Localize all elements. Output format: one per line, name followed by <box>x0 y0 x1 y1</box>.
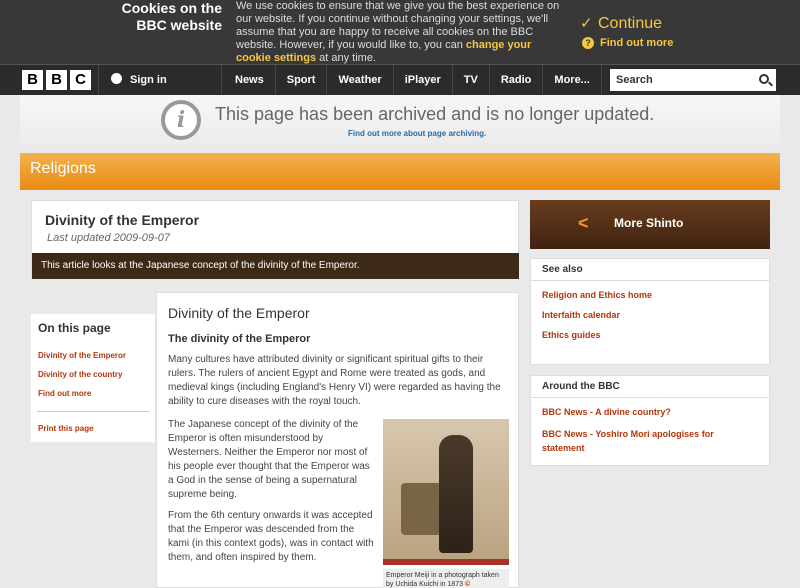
arrow-left-icon: < <box>578 213 589 233</box>
nav-more[interactable]: More... <box>543 65 601 95</box>
article-summary: This article looks at the Japanese concept of the divinity of the Emperor. <box>32 253 519 279</box>
nav-radio[interactable]: Radio <box>490 65 544 95</box>
see-also-link[interactable]: Ethics guides <box>542 330 601 340</box>
info-icon: i <box>161 100 201 140</box>
cookie-text <box>236 0 568 65</box>
cookie-text-body: We use cookies to ensure that we give you the best experience on our website. If you continue without changing your settings, we'll assume that you are happy to receive all cookies on the BBC website. However, if you would like to, you can <box>236 0 560 51</box>
sign-in-button[interactable] <box>98 65 222 95</box>
last-updated: Last updated 2009-09-07 <box>47 232 170 244</box>
photo-bar <box>383 559 509 565</box>
archive-notice <box>20 95 780 145</box>
around-bbc-box <box>530 375 770 466</box>
article-paragraph: The Japanese concept of the divinity of the Emperor is often misunderstood by Westerners. Neither the Emperor nor most of his people ever thought that the Emperor was a God in the sense of being a supernatural supreme being. <box>168 419 370 500</box>
article-subtitle: The divinity of the Emperor <box>168 333 311 345</box>
archive-info-link[interactable]: Find out more about page archiving. <box>348 129 487 138</box>
article-header <box>31 200 519 279</box>
article-paragraph: Many cultures have attributed divinity or significant spiritual gifts to their rulers. The rulers of ancient Egypt and Rome were treated as gods, and medieval kings (including England's Henry VI) were regarded as having the ability to cure diseases with the royal touch. <box>168 354 501 407</box>
continue-button[interactable] <box>580 14 662 33</box>
find-out-more-label: Find out more <box>600 37 674 49</box>
divider <box>37 411 149 412</box>
see-also-link[interactable]: Interfaith calendar <box>542 310 621 320</box>
page-link-divinity-emperor[interactable]: Divinity of the Emperor <box>38 351 127 360</box>
more-shinto-label: More Shinto <box>614 216 684 230</box>
logo-letter: B <box>46 70 67 90</box>
cookie-title: Cookies on the BBC website <box>121 0 222 33</box>
nav-tv[interactable]: TV <box>453 65 490 95</box>
logo-letter: B <box>22 70 43 90</box>
cookie-banner <box>0 0 800 64</box>
continue-label: Continue <box>598 15 663 32</box>
see-also-box <box>530 258 770 365</box>
page-title: Divinity of the Emperor <box>45 212 200 228</box>
section-band <box>20 153 780 190</box>
on-this-page-nav <box>31 314 155 442</box>
nav-sport[interactable]: Sport <box>276 65 328 95</box>
print-page-link[interactable]: Print this page <box>38 424 94 433</box>
photo-figure <box>439 435 473 553</box>
cookie-settings-link[interactable]: change your cookie settings <box>236 39 532 64</box>
search-placeholder: Search <box>616 74 653 86</box>
nav-news[interactable]: News <box>224 65 276 95</box>
search-input[interactable] <box>610 69 776 91</box>
article-title: Divinity of the Emperor <box>168 305 310 321</box>
nav-iplayer[interactable]: iPlayer <box>394 65 453 95</box>
question-icon: ? <box>582 37 594 49</box>
copyright-link[interactable]: © <box>465 581 471 588</box>
caption-text: Emperor Meiji in a photograph taken by Uchida Kuichi in 1873 <box>386 572 499 588</box>
page-link-find-out-more[interactable]: Find out more <box>38 389 92 398</box>
divider <box>531 397 769 398</box>
sign-in-label: Sign in <box>130 74 167 86</box>
see-also-link[interactable]: Religion and Ethics home <box>542 290 653 300</box>
search-icon[interactable] <box>759 74 769 84</box>
article-paragraph: From the 6th century onwards it was accepted that the Emperor was descended from the kami (in this context gods), was in contact with them, and often inspired by them. <box>168 510 374 563</box>
see-also-heading: See also <box>542 264 583 275</box>
around-bbc-link[interactable]: BBC News - Yoshiro Mori apologises for statement <box>542 429 714 453</box>
around-bbc-link[interactable]: BBC News - A divine country? <box>542 407 671 417</box>
article-body <box>156 292 519 588</box>
bbc-logo[interactable] <box>22 70 91 90</box>
more-shinto-button[interactable] <box>530 200 770 249</box>
logo-letter: C <box>70 70 91 90</box>
divider <box>531 280 769 281</box>
section-title[interactable]: Religions <box>30 160 96 177</box>
cookie-text-end: at any time. <box>316 52 376 64</box>
on-this-page-heading: On this page <box>38 321 111 335</box>
user-icon <box>111 73 122 84</box>
nav-weather[interactable]: Weather <box>327 65 393 95</box>
photo-chair <box>401 483 441 535</box>
page-link-divinity-country[interactable]: Divinity of the country <box>38 370 123 379</box>
archive-message: This page has been archived and is no longer updated. <box>215 104 655 124</box>
cookie-find-out-more-link[interactable] <box>582 37 673 49</box>
checkmark-icon: ✓ <box>580 15 593 32</box>
photo-caption <box>383 569 509 588</box>
nav-links <box>224 65 602 95</box>
bbc-navbar <box>0 64 800 95</box>
around-bbc-heading: Around the BBC <box>542 381 620 392</box>
emperor-photo <box>383 419 509 565</box>
